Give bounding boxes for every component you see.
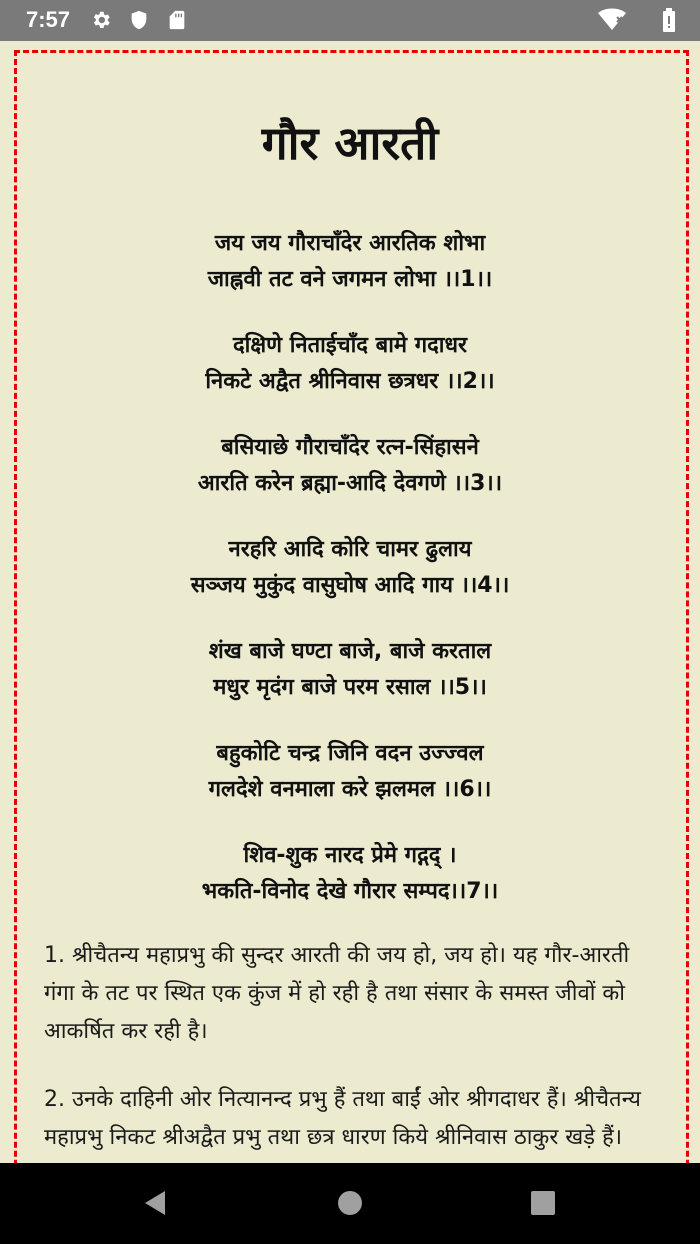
verse-line: शंख बाजे घण्टा बाजे, बाजे करताल	[208, 639, 492, 664]
verse-line: शिव-शुक नारद प्रेमे गद्गद् ।	[243, 843, 457, 868]
home-icon[interactable]	[330, 1183, 370, 1223]
verse-line: सञ्जय मुकुंद वासुघोष आदि गाय ।।4।।	[190, 573, 510, 598]
verse-list	[0, 226, 700, 940]
verse-line: बसियाछे गौराचाँदेर रत्न-सिंहासने	[221, 435, 479, 460]
gear-icon	[90, 9, 112, 31]
shield-icon	[128, 9, 150, 31]
verse-line: मधुर मृदंग बाजे परम रसाल ।।5।।	[213, 675, 487, 700]
verse-line: जाह्नवी तट वने जगमन लोभा ।।1।।	[207, 267, 493, 292]
verse-4	[0, 532, 700, 604]
recents-icon[interactable]	[523, 1183, 563, 1223]
verse-2	[0, 328, 700, 400]
content-area[interactable]	[0, 41, 700, 1163]
verse-3	[0, 430, 700, 502]
sd-card-icon	[166, 9, 188, 31]
verse-1	[0, 226, 700, 298]
verse-6	[0, 736, 700, 808]
verse-line: गलदेशे वनमाला करे झलमल ।।6।।	[208, 777, 492, 802]
status-time: 7:57	[26, 7, 71, 32]
verse-5	[0, 634, 700, 706]
verse-line: नरहरि आदि कोरि चामर ढुलाय	[228, 537, 472, 562]
battery-icon	[662, 8, 676, 32]
verse-line: बहुकोटि चन्द्र जिनि वदन उज्ज्वल	[216, 741, 484, 766]
verse-line: भकति-विनोद देखे गौरार सम्पद।।7।।	[201, 879, 499, 904]
verse-7	[0, 838, 700, 910]
verse-line: निकटे अद्वैत श्रीनिवास छत्रधर ।।2।।	[205, 369, 495, 394]
status-bar	[0, 0, 700, 41]
meaning-paragraph-2: 2. उनके दाहिनी ओर नित्यानन्द प्रभु हैं तथा बाईं ओर श्रीगदाधर हैं। श्रीचैतन्य महाप्रभु निकट श्रीअद्वैत प्रभु तथा छत्र धारण किये श्रीनिवास ठाकुर खड़े हैं।	[44, 1087, 641, 1150]
verse-line: जय जय गौराचाँदेर आरतिक शोभा	[214, 231, 486, 256]
navigation-bar	[0, 1163, 700, 1244]
back-icon[interactable]	[136, 1183, 176, 1223]
verse-line: दक्षिणे निताईचाँद बामे गदाधर	[232, 333, 468, 358]
meaning-list	[44, 937, 644, 1163]
page-title: गौर आरती	[261, 116, 439, 170]
verse-line: आरति करेन ब्रह्मा-आदि देवगणे ।।3।।	[197, 471, 503, 496]
meaning-paragraph-1: 1. श्रीचैतन्य महाप्रभु की सुन्दर आरती की जय हो, जय हो। यह गौर-आरती गंगा के तट पर स्थित एक कुंज में हो रही है तथा संसार के समस्त जीवों को आकर्षित कर रही है।	[44, 943, 630, 1044]
wifi-icon	[598, 8, 626, 32]
